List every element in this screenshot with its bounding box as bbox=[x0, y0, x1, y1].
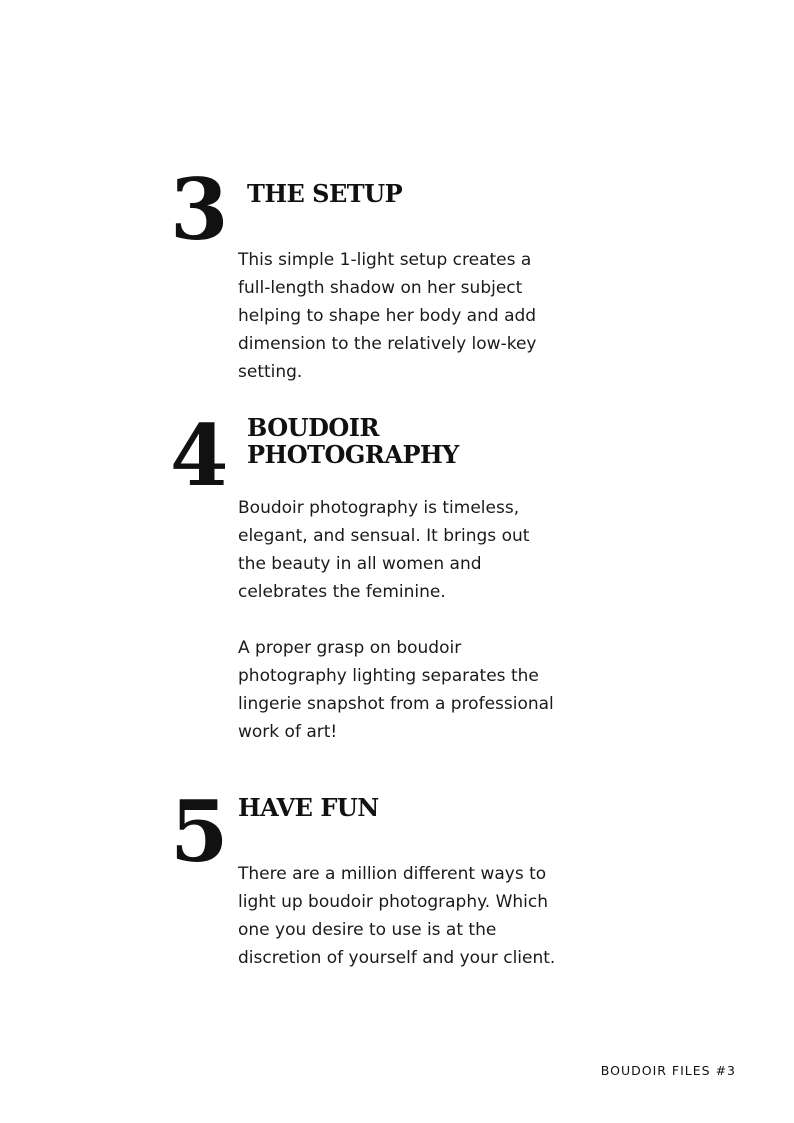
section-title: HAVE FUN bbox=[238, 793, 379, 822]
footer-label: BOUDOIR FILES #3 bbox=[600, 1063, 736, 1078]
section-number: 5 bbox=[170, 782, 227, 881]
section-paragraph: There are a million different ways to light up boudoir photography. Which one you desire to use is at the discretion of yourself and your client. bbox=[238, 864, 556, 968]
section-number: 3 bbox=[170, 160, 227, 259]
section-number: 4 bbox=[170, 406, 227, 505]
section-paragraph: A proper grasp on boudoir photography lighting separates the lingerie snapshot from a professional work of art! bbox=[238, 638, 554, 742]
section-title: BOUDOIR PHOTOGRAPHY bbox=[247, 413, 459, 469]
section-paragraph: This simple 1-light setup creates a full-length shadow on her subject helping to shape her body and add dimension to the relatively low-key setting. bbox=[238, 250, 537, 382]
section-title: THE SETUP bbox=[247, 179, 403, 208]
section-paragraph: Boudoir photography is timeless, elegant, and sensual. It brings out the beauty in all women and celebrates the feminine. bbox=[238, 498, 530, 602]
